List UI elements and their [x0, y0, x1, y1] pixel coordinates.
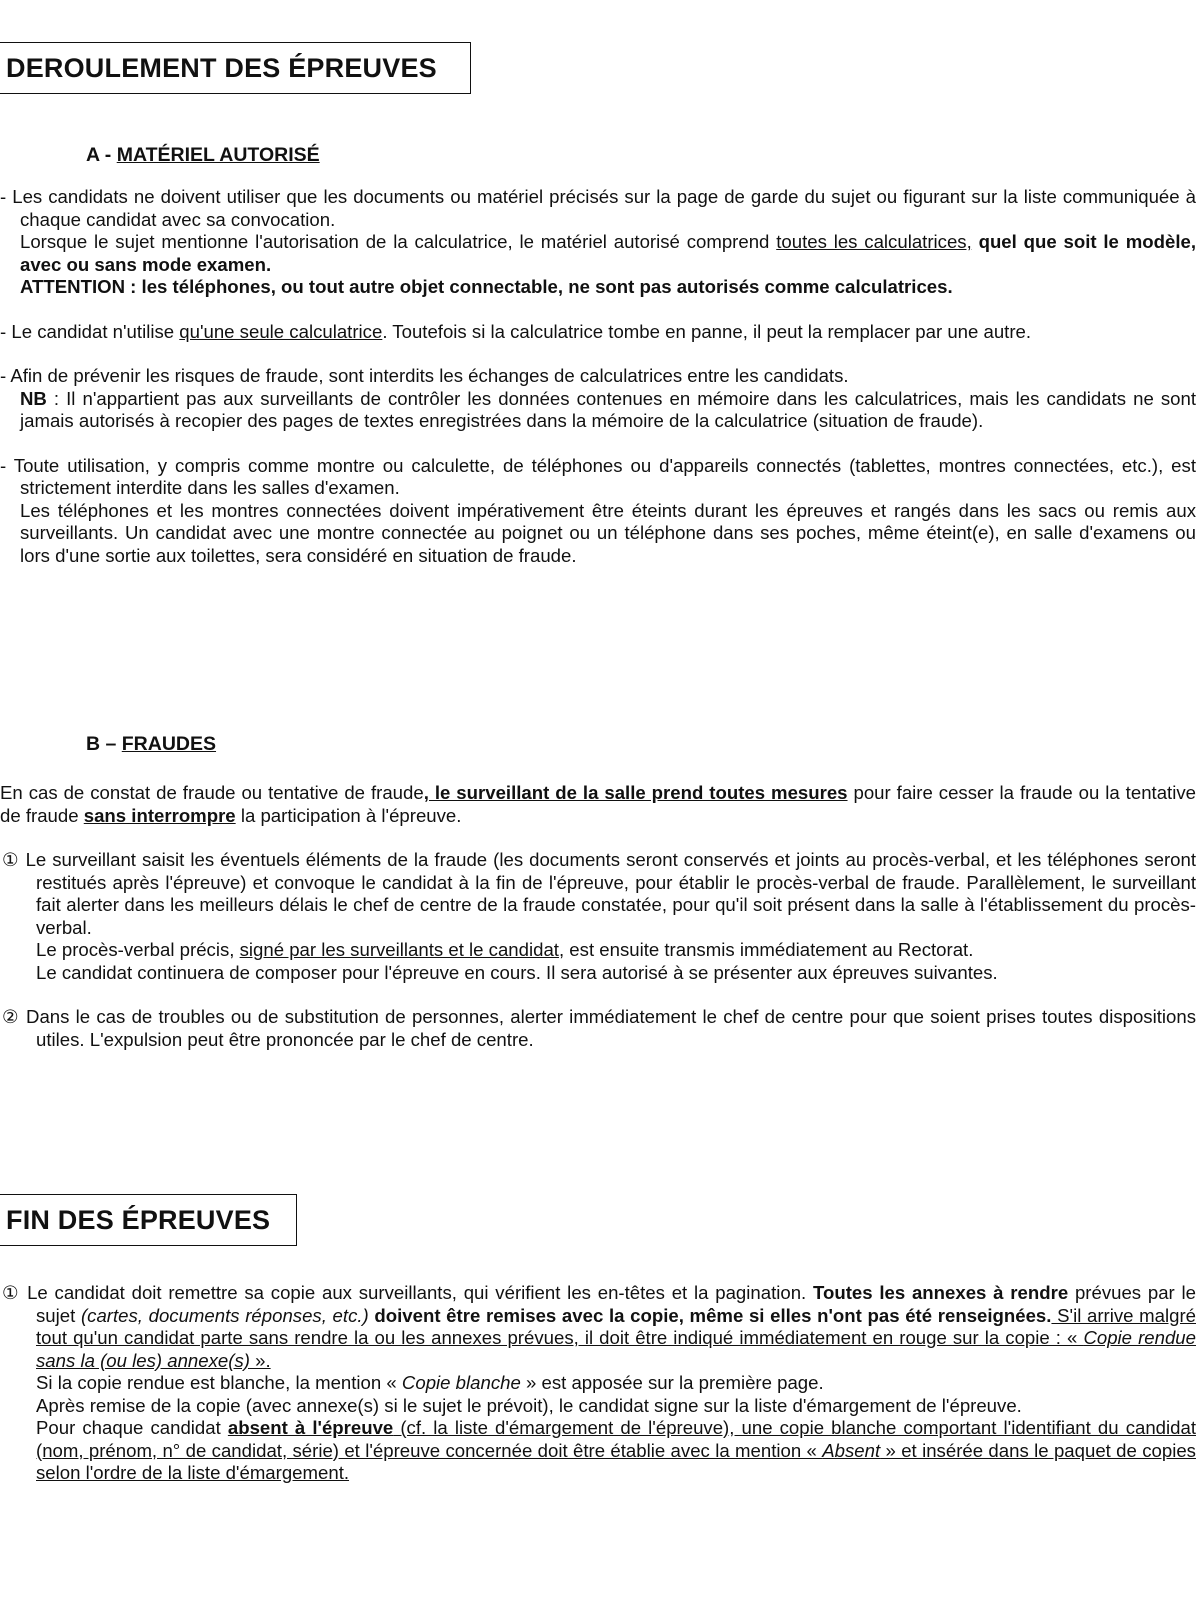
text: Dans le cas de troubles ou de substitution de personnes, alerter immédiatement le chef de centre pour que soient prises toutes dispositions utiles. L'expulsion peut être prononcée par le chef de centre.	[26, 1006, 1197, 1050]
list-item-1	[0, 1282, 1196, 1372]
circled-number: ①	[2, 849, 20, 870]
text: prévues par le sujet	[36, 1282, 1197, 1326]
underlined-italic-text: Absent	[822, 1439, 881, 1461]
section-fin-body	[0, 1282, 1196, 1485]
paragraph-emargement: Après remise de la copie (avec annexe(s) si le sujet le prévoit), le candidat signe sur la liste d'émargement de l'épreuve.	[36, 1394, 1022, 1416]
text: - Le candidat n'utilise	[0, 320, 180, 342]
paragraph-echanges: - Afin de prévenir les risques de fraude, sont interdits les échanges de calculatrices entre les candidats.	[0, 365, 849, 386]
paragraph-seule-calculatrice	[0, 321, 1196, 344]
subheading-fraudes	[86, 733, 216, 756]
section-title-text: FIN DES ÉPREUVES	[6, 1205, 271, 1235]
text: Le surveillant saisit les éventuels éléments de la fraude (les documents seront conservés et joints au procès-verbal, et les téléphones seront restitués après l'épreuve) et convoque le candidat à la fin de l'épreuve, pour établir le procès-verbal de fraude. Parallèlement, le surveillant fait alerter dans les meilleurs délais le chef de centre de la fraude constatée, pour qu'il soit présent dans la salle à l'établissement du procès-verbal.	[25, 849, 1197, 938]
bold-text: Toutes les annexes à rendre	[813, 1282, 1069, 1303]
subheading-materiel	[86, 144, 320, 167]
nb-label: NB	[20, 387, 47, 409]
text: » est apposée sur la première page.	[520, 1372, 824, 1393]
section-materiel-body	[0, 186, 1196, 567]
section-title-fin	[0, 1194, 297, 1246]
text: Le candidat doit remettre sa copie aux surveillants, qui vérifient les en-têtes et la pagination.	[27, 1282, 813, 1303]
underlined-text: » et insérée dans le paquet de copies selon l'ordre de la liste d'émargement.	[36, 1439, 1196, 1483]
paragraph-absent	[0, 1417, 1196, 1485]
paragraph-continuera: Le candidat continuera de composer pour l'épreuve en cours. Il sera autorisé à se présenter aux épreuves suivantes.	[36, 961, 998, 983]
list-item-2	[0, 1006, 1196, 1051]
underlined-text: signé par les surveillants et le candidat	[239, 939, 559, 960]
underlined-text: (cf. la liste d'émargement de l'épreuve), une copie blanche comportant l'identifiant du candidat (nom, prénom, n° de candidat, série) et l'épreuve concernée doit être établie avec la mention «	[36, 1417, 1196, 1461]
text: . Toutefois si la calculatrice tombe en panne, il peut la remplacer par une autre.	[382, 320, 1032, 342]
list-item-1	[0, 849, 1196, 939]
paragraph-attention: ATTENTION : les téléphones, ou tout autre objet connectable, ne sont pas autorisés comme calculatrices.	[20, 276, 953, 297]
paragraph-copie-blanche	[0, 1372, 1196, 1395]
bold-underlined-text: absent à l'épreuve	[227, 1417, 394, 1438]
section-title-deroulement	[0, 42, 471, 94]
text: Le procès-verbal précis,	[36, 939, 240, 960]
paragraph-calculatrice	[0, 231, 1196, 276]
circled-number: ①	[2, 1282, 21, 1303]
text: Lorsque le sujet mentionne l'autorisation de la calculatrice, le matériel autorisé comprend	[20, 231, 777, 252]
section-title-text: DEROULEMENT DES ÉPREUVES	[6, 53, 437, 83]
text: , est ensuite transmis immédiatement au Rectorat.	[558, 939, 974, 960]
subheading-prefix: A -	[86, 144, 117, 166]
italic-text: (cartes, documents réponses, etc.)	[80, 1304, 369, 1326]
text: la participation à l'épreuve.	[235, 804, 462, 826]
bold-underlined-text: sans interrompre	[83, 804, 236, 826]
text: Pour chaque candidat	[36, 1417, 228, 1438]
italic-text: Copie blanche	[401, 1372, 521, 1393]
underlined-text: qu'une seule calculatrice	[179, 320, 383, 342]
subheading-title: FRAUDES	[121, 733, 217, 755]
bold-text: quel que soit le modèle, avec ou sans mode examen.	[20, 231, 1196, 275]
subheading-title: MATÉRIEL AUTORISÉ	[116, 144, 320, 166]
underlined-italic-text: Copie rendue sans la (ou les) annexe(s)	[36, 1327, 1196, 1371]
paragraph-telephones: Les téléphones et les montres connectées doivent impérativement être éteints durant les épreuves et rangés dans les sacs ou remis aux surveillants. Un candidat avec une montre connectée au poignet ou un téléphone dans ses poches, même éteint(e), en salle d'examens ou lors d'une sortie aux toilettes, sera considéré en situation de fraude.	[20, 499, 1196, 566]
subheading-prefix: B –	[86, 733, 122, 755]
underlined-text: S'il arrive malgré tout qu'un candidat parte sans rendre la ou les annexes prévues, il doit être indiqué immédiatement en rouge sur la copie : «	[36, 1304, 1196, 1348]
circled-number: ②	[2, 1006, 20, 1027]
section-fraudes-body	[0, 782, 1196, 1051]
underlined-text: ».	[249, 1349, 271, 1371]
text: Si la copie rendue est blanche, la mention «	[36, 1372, 402, 1393]
paragraph-nb	[0, 388, 1196, 433]
text: : Il n'appartient pas aux surveillants de contrôler les données contenues en mémoire dans les calculatrices, mais les candidats ne sont jamais autorisés à recopier des pages de textes enregistrées dans la mémoire de la calculatrice (situation de fraude).	[20, 387, 1196, 431]
text: pour faire cesser la fraude ou la tentative de fraude	[0, 782, 1196, 826]
bold-text: doivent être remises avec la copie, même si elles n'ont pas été renseignées.	[368, 1304, 1052, 1326]
paragraph-proces-verbal	[0, 939, 1196, 962]
underlined-text: toutes les calculatrices,	[776, 231, 972, 252]
text: En cas de constat de fraude ou tentative de fraude	[0, 782, 424, 803]
paragraph-utilisation: - Toute utilisation, y compris comme montre ou calculette, de téléphones ou d'appareils connectés (tablettes, montres connectées, etc.), est strictement interdite dans les salles d'examen.	[0, 454, 1196, 498]
paragraph-documents: - Les candidats ne doivent utiliser que les documents ou matériel précisés sur la page de garde du sujet ou figurant sur la liste communiquée à chaque candidat avec sa convocation.	[0, 186, 1196, 230]
paragraph-constat	[0, 782, 1196, 827]
bold-underlined-text: , le surveillant de la salle prend toutes mesures	[423, 782, 848, 803]
